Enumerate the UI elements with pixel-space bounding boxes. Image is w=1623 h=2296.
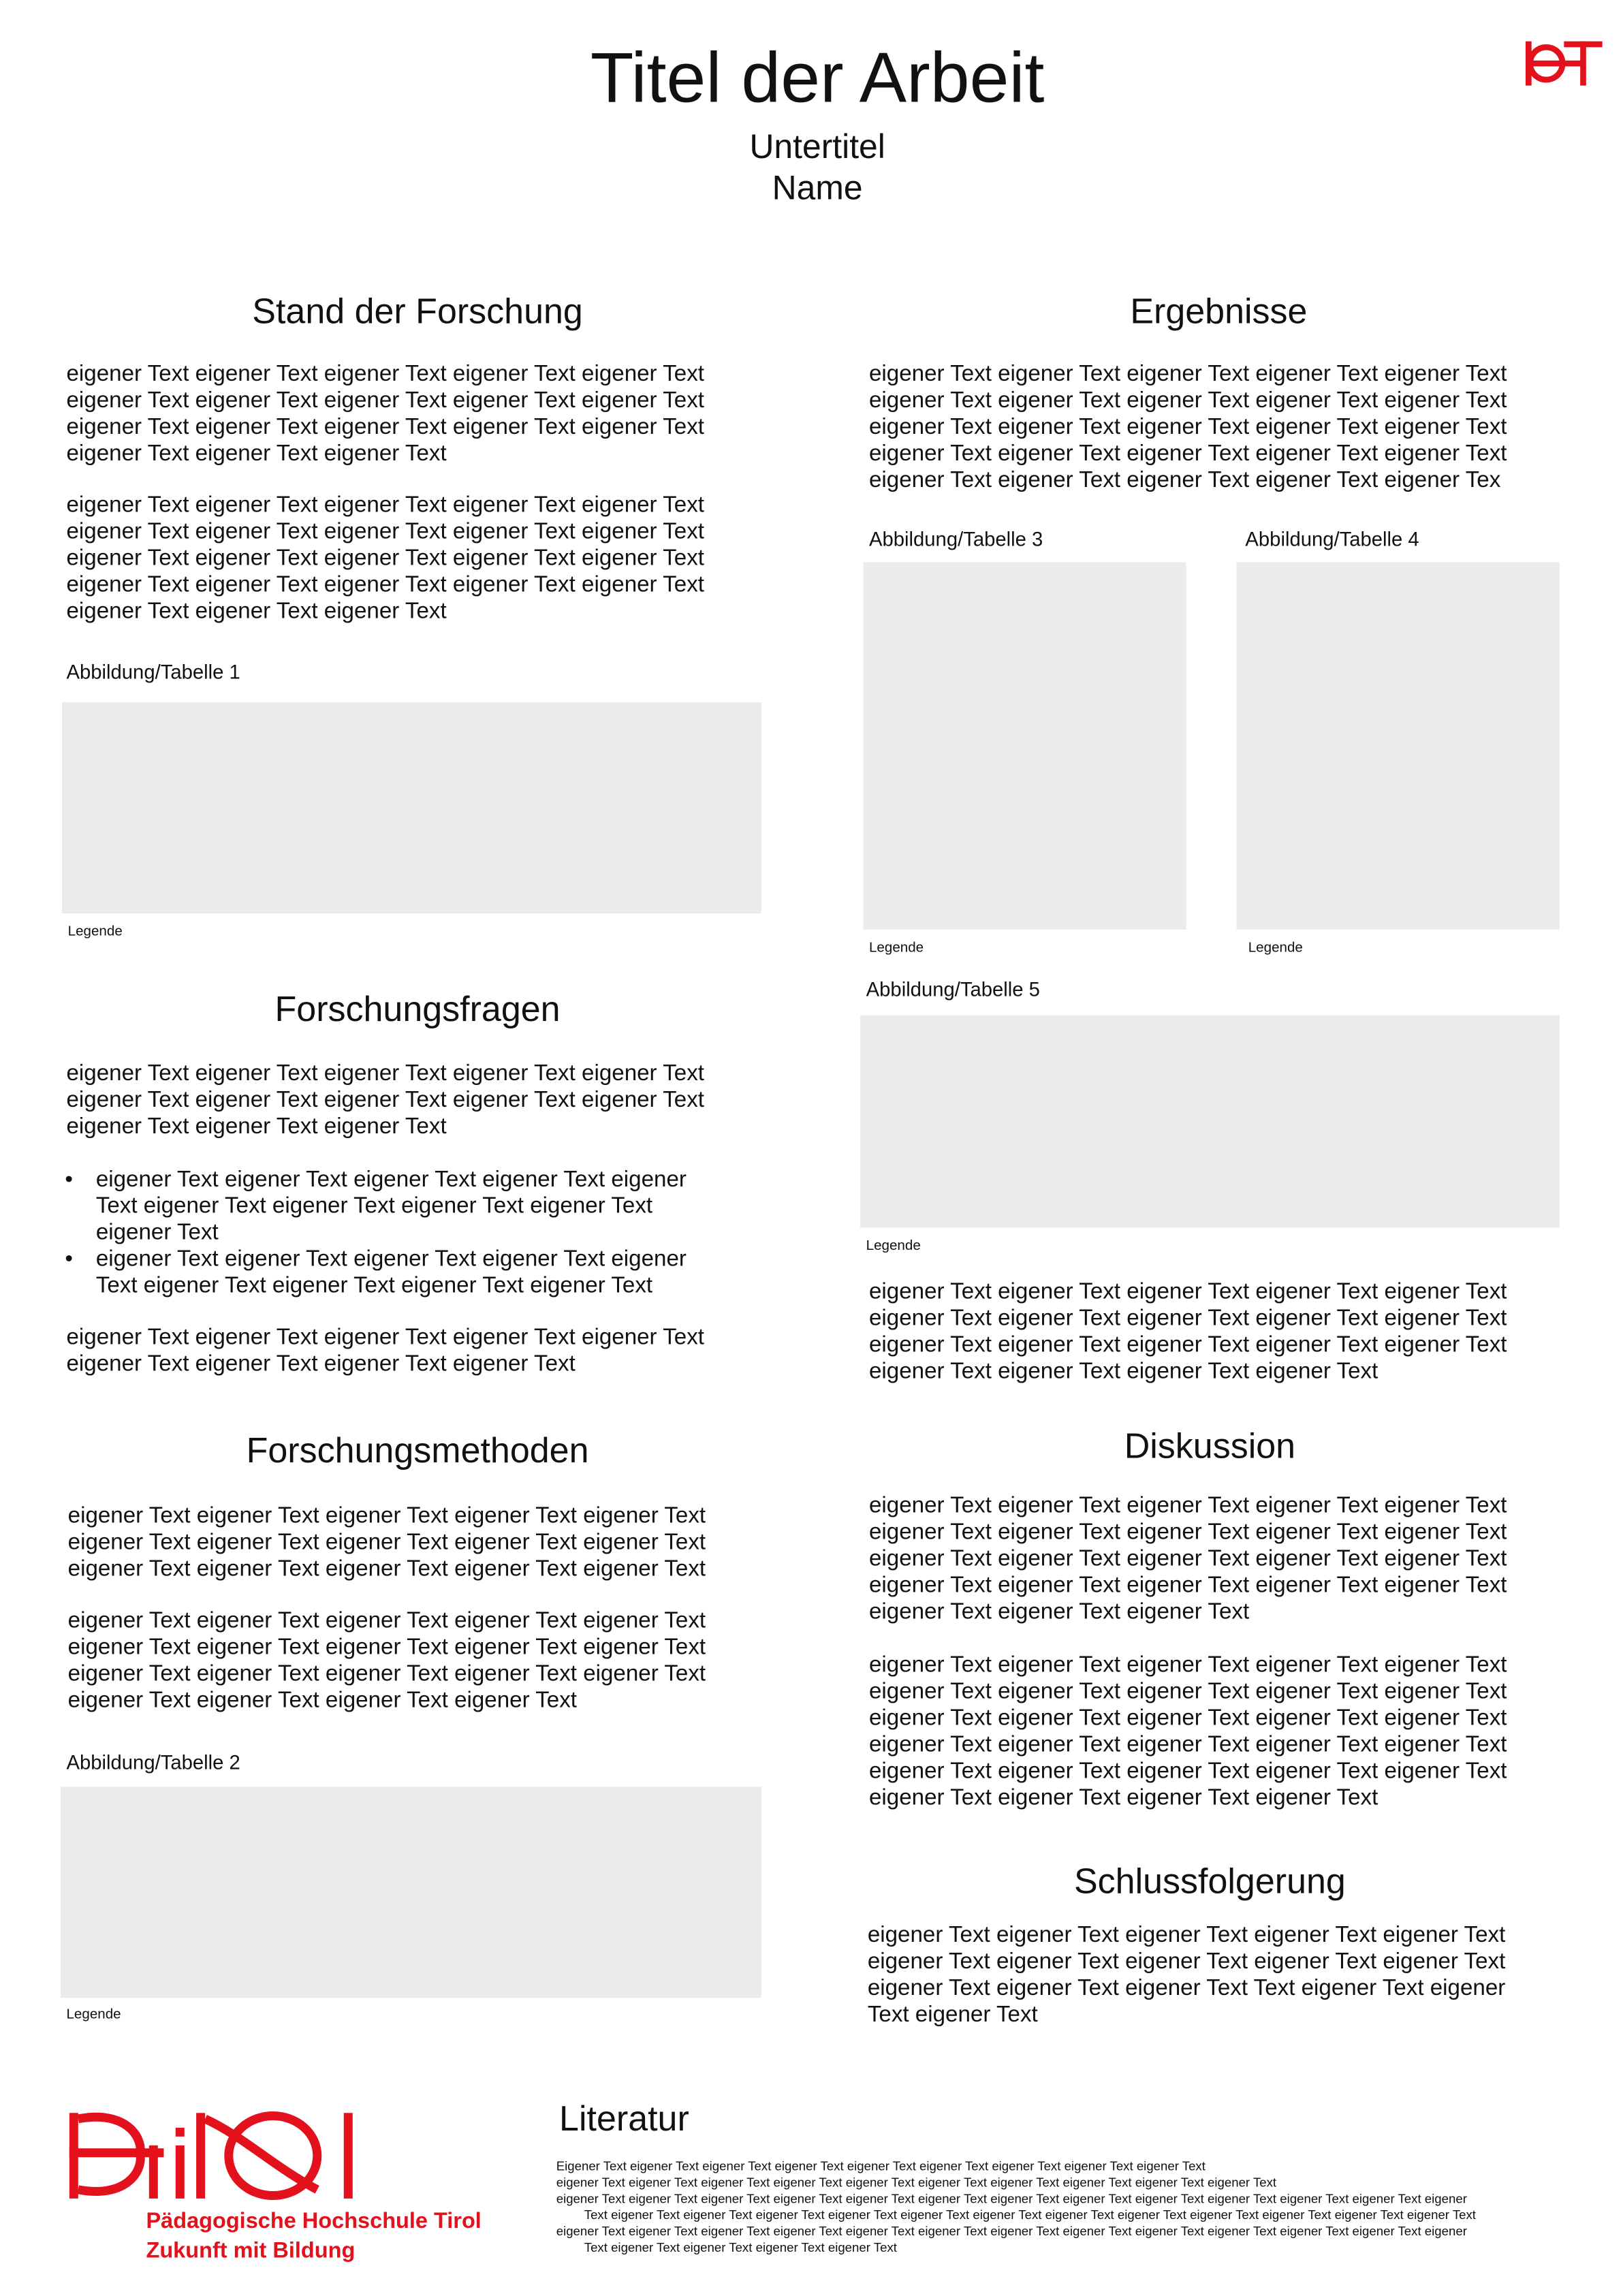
ergebnisse-paragraph-1: eigener Text eigener Text eigener Text eigener Text eigener Text eigener Text eigener Text eigener Text eigener Text eigener Text eigener Text eigener Text eigener Text eigener Text eigener Text eigener Text eigener Text eigener Text eigener Text eigener Text eigener Text eigener Text eigener Text eigener Text eigener Tex bbox=[868, 361, 1507, 493]
institution-slogan: Zukunft mit Bildung bbox=[146, 2238, 356, 2264]
figure-1-placeholder bbox=[62, 702, 761, 913]
literature-entry: eigener Text eigener Text eigener Text eigener Text eigener Text eigener Text eigener Text eigener Text eigener Text eigener Text bbox=[556, 2175, 1277, 2190]
ergebnisse-paragraph-2: eigener Text eigener Text eigener Text eigener Text eigener Text eigener Text eigener Text eigener Text eigener Text eigener Text eigener Text eigener Text eigener Text eigener Text eigener Text eigener Text eigener Text eigener Text eigener Text bbox=[868, 1279, 1507, 1385]
fragen-paragraph-2: eigener Text eigener Text eigener Text eigener Text eigener Text eigener Text eigener Text eigener Text eigener Text bbox=[66, 1325, 704, 1377]
figure-4-caption: Abbildung/Tabelle 4 bbox=[1245, 528, 1419, 551]
schluss-paragraph: eigener Text eigener Text eigener Text eigener Text eigener Text eigener Text eigener Text eigener Text eigener Text eigener Text eigener Text eigener Text eigener Text Text eigener Text eigener Text eigener Text bbox=[867, 1922, 1506, 2028]
figure-4-placeholder bbox=[1236, 562, 1559, 929]
methoden-paragraph-1: eigener Text eigener Text eigener Text eigener Text eigener Text eigener Text eigener Text eigener Text eigener Text eigener Text eigener Text eigener Text eigener Text eigener Text eigener Text bbox=[67, 1503, 706, 1582]
figure-5-caption: Abbildung/Tabelle 5 bbox=[866, 978, 1040, 1001]
diskussion-paragraph-1: eigener Text eigener Text eigener Text eigener Text eigener Text eigener Text eigener Text eigener Text eigener Text eigener Text eigener Text eigener Text eigener Text eigener Text eigener Text eigener Text eigener Text eigener Text eigener Text eigener Text eigener Text eigener Text eigener Text bbox=[868, 1493, 1507, 1625]
ph-tirol-logo-icon bbox=[66, 2107, 358, 2202]
figure-1-legend: Legende bbox=[67, 924, 123, 940]
literature-list bbox=[556, 2158, 1476, 2256]
bullet-item bbox=[65, 1247, 758, 1300]
figure-5-placeholder bbox=[860, 1015, 1560, 1227]
heading-ergebnisse: Ergebnisse bbox=[1130, 292, 1308, 332]
literature-entry: Eigener Text eigener Text eigener Text eigener Text eigener Text eigener Text eigener Text eigener Text eigener Text bbox=[556, 2158, 1206, 2174]
figure-3-legend: Legende bbox=[868, 939, 924, 956]
figure-2-placeholder bbox=[61, 1787, 761, 1998]
diskussion-paragraph-2: eigener Text eigener Text eigener Text eigener Text eigener Text eigener Text eigener Text eigener Text eigener Text eigener Text eigener Text eigener Text eigener Text eigener Text eigener Text eigener Text eigener Text eigener Text eigener Text eigener Text eigener Text eigener Text eigener Text eigener Text eigener Text eigener Text eigener Text eigener Text eigener Text bbox=[868, 1652, 1507, 1811]
bullet-icon: • bbox=[65, 1167, 73, 1193]
heading-schlussfolgerung: Schlussfolgerung bbox=[1073, 1861, 1346, 1902]
literature-entry: eigener Text eigener Text eigener Text eigener Text eigener Text eigener Text eigener Text eigener Text eigener Text eigener Text eigener Text eigener Text eigener Text eigener Text eigener Text eigener Text eigener Text eigener Text eigener Text eigener Text eigener Text eigener Text eigener Text eigener Text eigener Text bbox=[556, 2191, 1477, 2222]
literature-entry: eigener Text eigener Text eigener Text eigener Text eigener Text eigener Text eigener Text eigener Text eigener Text eigener Text eigener Text eigener Text eigener Text eigener Text eigener Text eigener Text eigener Text bbox=[556, 2223, 1467, 2255]
figure-1-caption: Abbildung/Tabelle 1 bbox=[66, 661, 240, 684]
figure-4-legend: Legende bbox=[1248, 939, 1303, 956]
figure-2-legend: Legende bbox=[66, 2007, 121, 2024]
poster-subtitle: Untertitel bbox=[749, 127, 885, 166]
methoden-paragraph-2: eigener Text eigener Text eigener Text eigener Text eigener Text eigener Text eigener Text eigener Text eigener Text eigener Text eigener Text eigener Text eigener Text eigener Text eigener Text eigener Text eigener Text eigener Text eigener Text bbox=[67, 1608, 706, 1714]
heading-forschungsfragen: Forschungsfragen bbox=[274, 990, 561, 1031]
bullet-item bbox=[65, 1167, 758, 1247]
heading-literatur: Literatur bbox=[559, 2099, 689, 2140]
institution-name: Pädagogische Hochschule Tirol bbox=[146, 2209, 482, 2234]
bullet-text: eigener Text eigener Text eigener Text eigener Text eigener Text eigener Text eigener Text eigener Text eigener Text eigener Text bbox=[95, 1167, 687, 1246]
stand-paragraph-1: eigener Text eigener Text eigener Text eigener Text eigener Text eigener Text eigener Text eigener Text eigener Text eigener Text eigener Text eigener Text eigener Text eigener Text eigener Text eigener Text eigener Text eigener Text bbox=[66, 361, 704, 467]
figure-2-caption: Abbildung/Tabelle 2 bbox=[66, 1751, 240, 1774]
figure-3-placeholder bbox=[863, 562, 1186, 929]
figure-3-caption: Abbildung/Tabelle 3 bbox=[868, 528, 1043, 551]
fragen-paragraph-1: eigener Text eigener Text eigener Text eigener Text eigener Text eigener Text eigener Text eigener Text eigener Text eigener Text eigener Text eigener Text eigener Text bbox=[66, 1060, 704, 1139]
heading-stand-der-forschung: Stand der Forschung bbox=[252, 292, 583, 332]
author-name: Name bbox=[772, 168, 863, 207]
bullet-text: eigener Text eigener Text eigener Text eigener Text eigener Text eigener Text eigener Text eigener Text eigener Text bbox=[95, 1246, 687, 1299]
poster-title: Titel der Arbeit bbox=[590, 40, 1045, 119]
figure-5-legend: Legende bbox=[866, 1238, 921, 1255]
heading-diskussion: Diskussion bbox=[1124, 1426, 1296, 1467]
heading-forschungsmethoden: Forschungsmethoden bbox=[246, 1431, 589, 1471]
bullet-icon: • bbox=[65, 1246, 73, 1272]
stand-paragraph-2: eigener Text eigener Text eigener Text eigener Text eigener Text eigener Text eigener Text eigener Text eigener Text eigener Text eigener Text eigener Text eigener Text eigener Text eigener Text eigener Text eigener Text eigener Text eigener Text eigener Text eigener Text eigener Text eigener Text bbox=[66, 492, 704, 625]
